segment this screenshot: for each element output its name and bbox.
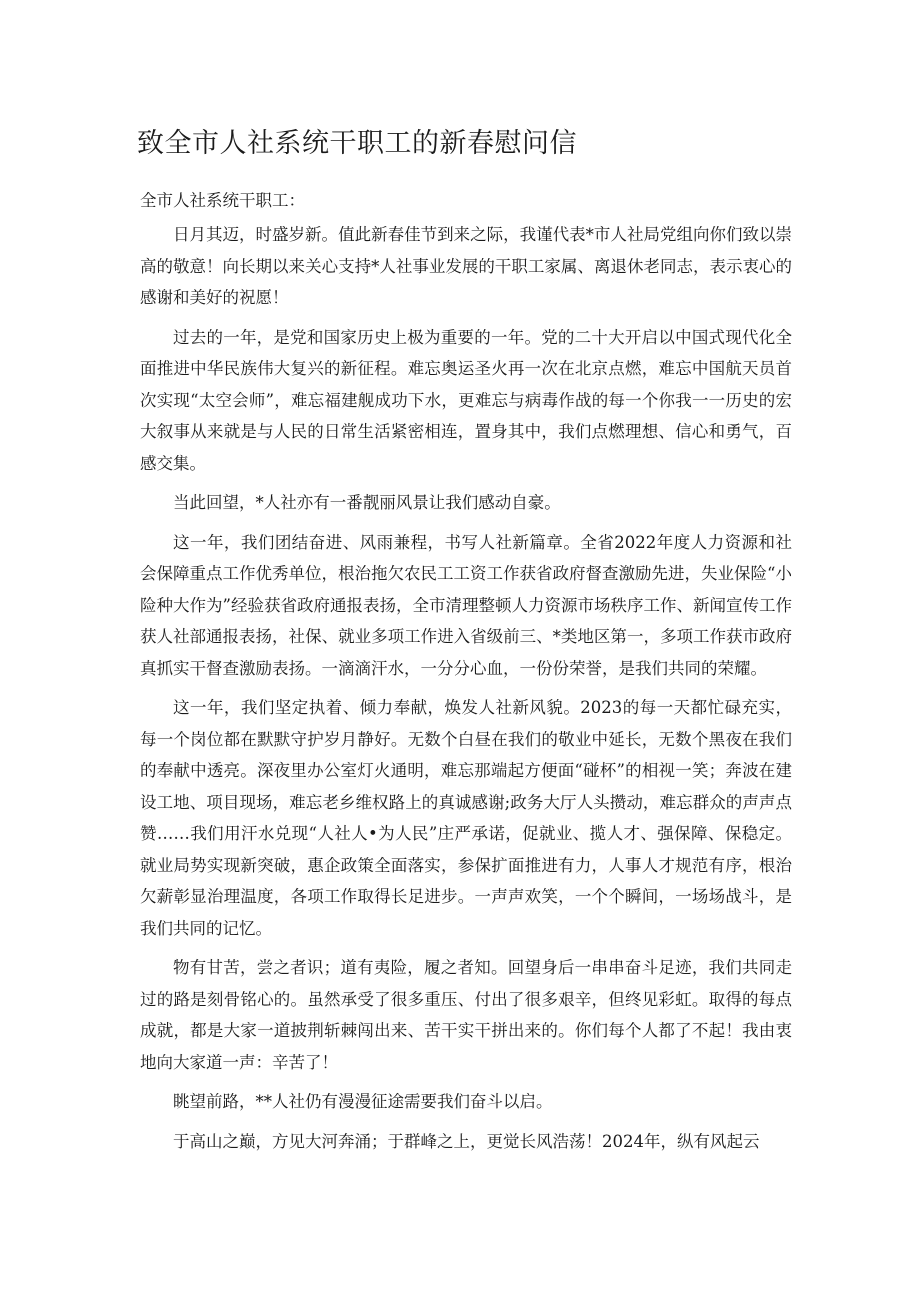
letter-body: [140, 219, 792, 1165]
paragraph: 眺望前路，**人社仍有漫漫征途需要我们奋斗以启。: [173, 1092, 553, 1111]
letter-title: 致全市人社系统干职工的新春慰问信: [137, 128, 577, 159]
paragraph: 这一年，我们团结奋进、风雨兼程，书写人社新篇章。全省2022年度人力资源和社会保障重点工作优秀单位，根治拖欠农民工工资工作获省政府督查激励先进，失业保险“小险种大作为”经验获省政府通报表扬，全市清理整顿人力资源市场秩序工作、新闻宣传工作获人社部通报表扬，社保、就业多项工作进入省级前三、*类地区第一，多项工作获市政府真抓实干督查激励表扬。一滴滴汗水，一分分心血，一份份荣誉，是我们共同的荣耀。: [140, 532, 792, 678]
paragraph: 日月其迈，时盛岁新。值此新春佳节到来之际，我谨代表*市人社局党组向你们致以崇高的敬意！向长期以来关心支持*人社事业发展的干职工家属、离退休老同志，表示衷心的感谢和美好的祝愿！: [140, 225, 792, 307]
paragraph: 过去的一年，是党和国家历史上极为重要的一年。党的二十大开启以中国式现代化全面推进中华民族伟大复兴的新征程。难忘奥运圣火再一次在北京点燃，难忘中国航天员首次实现“太空会师”，难忘福建舰成功下水，更难忘与病毒作战的每一个你我一一历史的宏大叙事从来就是与人民的日常生活紧密相连，置身其中，我们点燃理想、信心和勇气，百感交集。: [140, 327, 792, 473]
paragraph: 当此回望，*人社亦有一番靓丽风景让我们感动自豪。: [173, 493, 561, 512]
paragraph: 物有甘苦，尝之者识；道有夷险，履之者知。回望身后一串串奋斗足迹，我们共同走过的路是刻骨铭心的。虽然承受了很多重压、付出了很多艰辛，但终见彩虹。取得的每点成就，都是大家一道披荆斩棘闯出来、苦干实干拼出来的。你们每个人都了不起！我由衷地向大家道一声：辛苦了！: [140, 958, 792, 1072]
paragraph: 这一年，我们坚定执着、倾力奉献，焕发人社新风貌。2023的每一天都忙碌充实，每一个岗位都在默默守护岁月静好。无数个白昼在我们的敬业中延长，无数个黑夜在我们的奉献中透亮。深夜里办公室灯火通明，难忘那端起方便面“碰杯”的相视一笑；奔波在建设工地、项目现场，难忘老乡维权路上的真诚感谢;政务大厅人头攒动，难忘群众的声声点赞……我们用汗水兑现“人社人•为人民”庄严承诺，促就业、揽人才、强保障、保稳定。就业局势实现新突破，惠企政策全面落实，参保扩面推进有力，人事人才规范有序，根治欠薪彰显治理温度，各项工作取得长足进步。一声声欢笑，一个个瞬间，一场场战斗，是我们共同的记忆。: [140, 698, 792, 938]
salutation: 全市人社系统干职工：: [140, 191, 305, 210]
paragraph: 于高山之巅，方见大河奔涌；于群峰之上，更觉长风浩荡！2024年，纵有风起云: [173, 1131, 760, 1151]
